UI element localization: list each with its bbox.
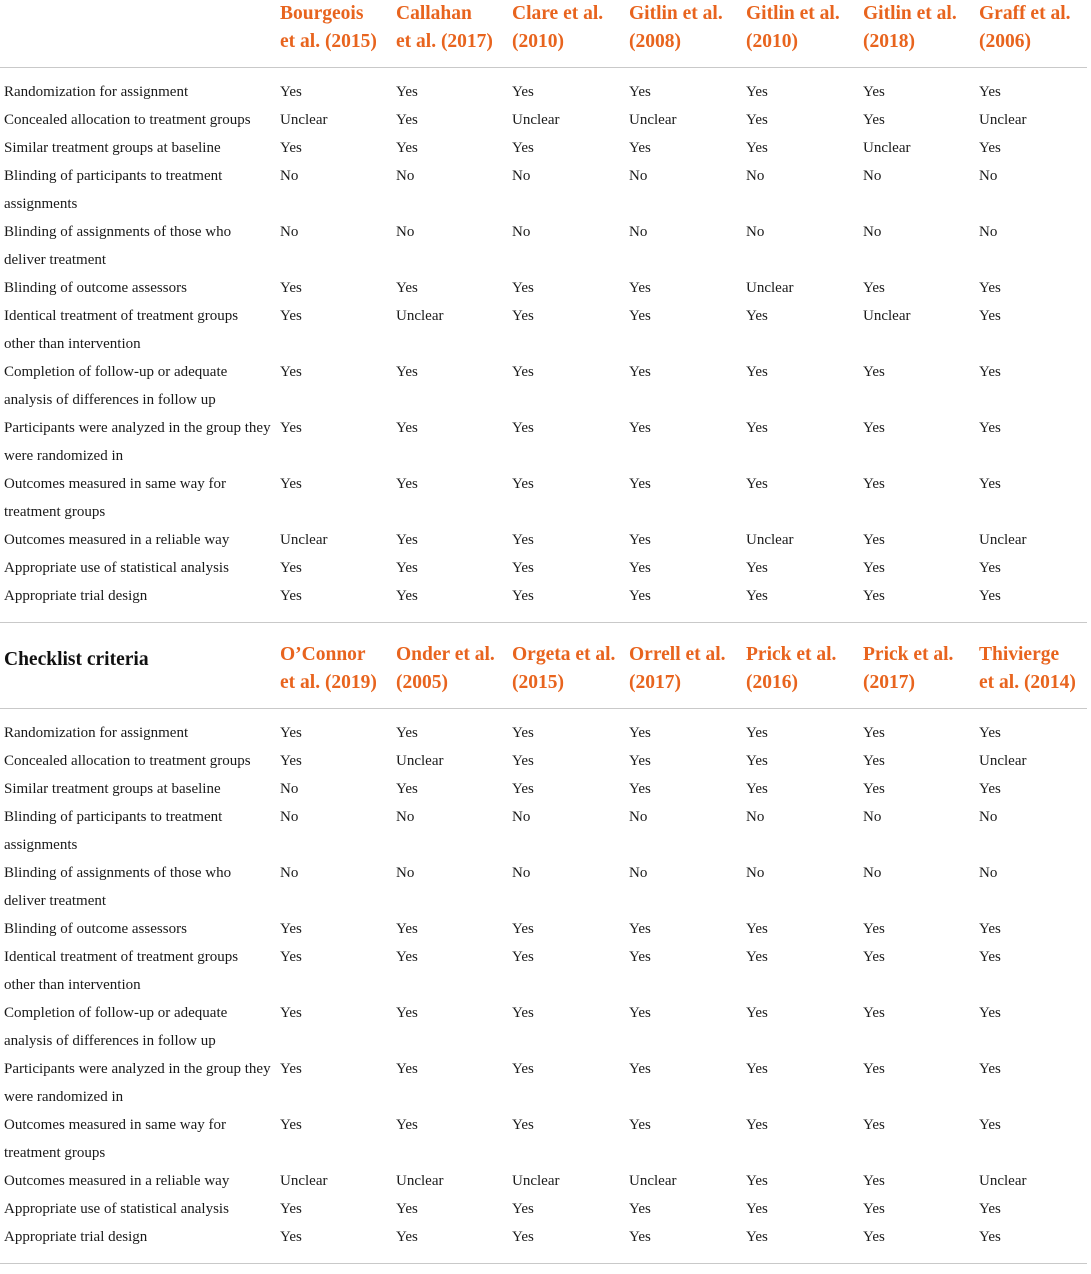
criterion-cell: Participants were analyzed in the group they were randomized in [4, 1061, 271, 1105]
rating-cell: Yes [396, 280, 418, 296]
study-column-header-line: Gitlin et al. [629, 3, 723, 24]
rating-cell: Yes [863, 949, 885, 965]
rating-cell: No [979, 168, 998, 184]
rating-cell: Yes [863, 364, 885, 380]
rating-cell: Yes [512, 476, 534, 492]
rating-cell: Yes [979, 140, 1001, 156]
rating-cell: Yes [863, 921, 885, 937]
rating-cell: Yes [863, 725, 885, 741]
rating-cell: Yes [396, 364, 418, 380]
rating-cell: Yes [280, 560, 302, 576]
criterion-cell: Blinding of outcome assessors [4, 280, 187, 296]
rating-cell: Yes [512, 364, 534, 380]
rating-cell: No [863, 865, 882, 881]
rating-cell: Yes [863, 1201, 885, 1217]
rating-cell: No [396, 224, 415, 240]
table-header-row [0, 0, 1091, 64]
rating-cell: No [863, 809, 882, 825]
table-row [0, 526, 1091, 554]
table-row [0, 915, 1091, 943]
rating-cell: Yes [746, 725, 768, 741]
rating-cell: Yes [746, 140, 768, 156]
rating-cell: Yes [280, 753, 302, 769]
rating-cell: Yes [746, 308, 768, 324]
study-column-header [979, 0, 1071, 56]
study-column-header [863, 641, 953, 697]
rating-cell: No [979, 809, 998, 825]
rating-cell: Yes [863, 1229, 885, 1245]
study-column-header-line: Prick et al. [746, 644, 837, 665]
rating-cell: No [280, 168, 299, 184]
rating-cell: No [280, 809, 299, 825]
rating-cell: No [396, 865, 415, 881]
rating-cell: Yes [629, 949, 651, 965]
criterion-cell: Randomization for assignment [4, 84, 189, 100]
rating-cell: No [512, 168, 531, 184]
rating-cell: Yes [979, 1117, 1001, 1133]
rating-cell: Yes [746, 753, 768, 769]
table-row [0, 414, 1091, 470]
rating-cell: Unclear [396, 308, 444, 324]
rating-cell: No [512, 809, 531, 825]
table-row [0, 218, 1091, 274]
rating-cell: Yes [863, 532, 885, 548]
rating-cell: Unclear [863, 308, 911, 324]
rating-cell: Yes [629, 1005, 651, 1021]
rating-cell: Yes [396, 560, 418, 576]
rating-cell: Yes [396, 1061, 418, 1077]
rating-cell: Yes [629, 532, 651, 548]
rating-cell: No [512, 865, 531, 881]
study-column-header-line: (2008) [629, 31, 681, 52]
criterion-cell: Blinding of participants to treatment assignments [4, 809, 223, 853]
rating-cell: Yes [746, 949, 768, 965]
rating-cell: Yes [979, 560, 1001, 576]
rating-cell: Yes [746, 1005, 768, 1021]
criterion-cell: Appropriate trial design [4, 1229, 148, 1245]
rating-cell: Unclear [746, 280, 794, 296]
rating-cell: Yes [396, 1117, 418, 1133]
rating-cell: Yes [512, 140, 534, 156]
study-column-header [629, 641, 726, 697]
criterion-cell: Concealed allocation to treatment groups [4, 112, 251, 128]
rating-cell: Yes [396, 532, 418, 548]
rating-cell: No [396, 168, 415, 184]
study-column-header [512, 0, 603, 56]
criterion-cell: Completion of follow-up or adequate analysis of differences in follow up [4, 364, 228, 408]
criterion-cell: Outcomes measured in same way for treatment groups [4, 476, 227, 520]
criterion-cell: Participants were analyzed in the group they were randomized in [4, 420, 271, 464]
study-column-header-line: et al. (2015) [280, 31, 377, 52]
rating-cell: Yes [280, 84, 302, 100]
study-column-header-line: Callahan [396, 3, 472, 24]
rating-cell: Yes [979, 588, 1001, 604]
study-column-header-line: (2010) [512, 31, 564, 52]
rating-cell: Unclear [979, 532, 1027, 548]
rating-cell: Yes [280, 1061, 302, 1077]
rating-cell: Yes [512, 1117, 534, 1133]
rating-cell: Yes [979, 364, 1001, 380]
rating-cell: Yes [863, 280, 885, 296]
rating-cell: Unclear [979, 753, 1027, 769]
rating-cell: Unclear [396, 1173, 444, 1189]
table-header-row [0, 641, 1091, 705]
study-column-header-line: Prick et al. [863, 644, 954, 665]
study-column-header [746, 641, 836, 697]
rating-cell: Yes [746, 84, 768, 100]
header-rule [0, 708, 1087, 709]
study-column-header-line: (2017) [863, 672, 915, 693]
table-row [0, 803, 1091, 859]
study-column-header [863, 0, 957, 56]
rating-cell: Yes [280, 588, 302, 604]
rating-cell: Yes [396, 84, 418, 100]
study-column-header-line: (2015) [512, 672, 564, 693]
rating-cell: Yes [863, 588, 885, 604]
rating-cell: Yes [746, 1117, 768, 1133]
rating-cell: Unclear [396, 753, 444, 769]
table-row [0, 582, 1091, 610]
study-column-header [396, 0, 493, 56]
study-column-header [280, 641, 377, 697]
rating-cell: Yes [863, 1117, 885, 1133]
criterion-cell: Similar treatment groups at baseline [4, 140, 221, 156]
study-column-header-line: Orgeta et al. [512, 644, 616, 665]
rating-cell: Yes [396, 588, 418, 604]
table-row [0, 999, 1091, 1055]
rating-cell: Yes [396, 1229, 418, 1245]
table-row [0, 1055, 1091, 1111]
rating-cell: Yes [629, 1229, 651, 1245]
rating-cell: Yes [979, 1005, 1001, 1021]
criterion-cell: Appropriate use of statistical analysis [4, 560, 229, 576]
study-column-header-line: Gitlin et al. [863, 3, 957, 24]
rating-cell: No [629, 865, 648, 881]
study-column-header-line: Bourgeois [280, 3, 364, 24]
rating-cell: Yes [396, 1005, 418, 1021]
rating-cell: Yes [512, 949, 534, 965]
rating-cell: Yes [396, 949, 418, 965]
study-column-header-line: et al. (2019) [280, 672, 377, 693]
rating-cell: Yes [629, 560, 651, 576]
table-row [0, 358, 1091, 414]
criterion-cell: Similar treatment groups at baseline [4, 781, 221, 797]
rating-cell: Yes [746, 364, 768, 380]
rating-cell: Yes [512, 1005, 534, 1021]
rating-cell: Yes [746, 420, 768, 436]
table-row [0, 470, 1091, 526]
rating-cell: Yes [280, 140, 302, 156]
rating-cell: Yes [280, 1229, 302, 1245]
rating-cell: Yes [629, 588, 651, 604]
rating-cell: Yes [396, 725, 418, 741]
rating-cell: No [280, 224, 299, 240]
criterion-cell: Outcomes measured in same way for treatment groups [4, 1117, 227, 1161]
rating-cell: No [629, 809, 648, 825]
rating-cell: Yes [396, 140, 418, 156]
table-row [0, 747, 1091, 775]
rating-cell: Yes [629, 1117, 651, 1133]
rating-cell: Yes [863, 1173, 885, 1189]
criterion-cell: Identical treatment of treatment groups other than intervention [4, 949, 239, 993]
rating-cell: Unclear [512, 112, 560, 128]
table-row [0, 162, 1091, 218]
rating-cell: Yes [396, 420, 418, 436]
rating-cell: Yes [396, 476, 418, 492]
criterion-cell: Appropriate use of statistical analysis [4, 1201, 229, 1217]
rating-cell: No [746, 865, 765, 881]
rating-cell: Yes [396, 112, 418, 128]
rating-cell: Yes [746, 1229, 768, 1245]
table-row [0, 1111, 1091, 1167]
study-column-header-line: et al. (2017) [396, 31, 493, 52]
study-column-header-line: Gitlin et al. [746, 3, 840, 24]
rating-cell: Yes [280, 949, 302, 965]
criteria-column-header: Checklist criteria [4, 649, 149, 670]
table-row [0, 719, 1091, 747]
rating-cell: Yes [280, 280, 302, 296]
rating-cell: Yes [979, 308, 1001, 324]
rating-cell: Yes [863, 84, 885, 100]
rating-cell: No [280, 781, 299, 797]
rating-cell: Yes [979, 476, 1001, 492]
criterion-cell: Randomization for assignment [4, 725, 189, 741]
rating-cell: Yes [979, 781, 1001, 797]
rating-cell: Yes [979, 420, 1001, 436]
rating-cell: Yes [512, 280, 534, 296]
rating-cell: No [979, 224, 998, 240]
rating-cell: No [746, 809, 765, 825]
study-column-header [746, 0, 840, 56]
rating-cell: Yes [512, 1229, 534, 1245]
rating-cell: Unclear [979, 112, 1027, 128]
rating-cell: Yes [979, 1229, 1001, 1245]
rating-cell: Yes [396, 921, 418, 937]
rating-cell: Yes [512, 1061, 534, 1077]
rating-cell: Yes [280, 1005, 302, 1021]
study-column-header [512, 641, 615, 697]
table-row [0, 134, 1091, 162]
table-row [0, 274, 1091, 302]
rating-cell: No [979, 865, 998, 881]
study-column-header-line: (2006) [979, 31, 1031, 52]
rating-cell: Yes [280, 476, 302, 492]
rating-cell: Yes [979, 1061, 1001, 1077]
rating-cell: No [396, 809, 415, 825]
rating-cell: Yes [863, 112, 885, 128]
rating-cell: Unclear [979, 1173, 1027, 1189]
rating-cell: Yes [280, 364, 302, 380]
rating-cell: No [629, 224, 648, 240]
rating-cell: Yes [280, 308, 302, 324]
rating-cell: Yes [863, 1061, 885, 1077]
study-column-header [629, 0, 723, 56]
study-column-header-line: (2018) [863, 31, 915, 52]
criterion-cell: Outcomes measured in a reliable way [4, 532, 230, 548]
rating-cell: Yes [512, 781, 534, 797]
rating-cell: Unclear [512, 1173, 560, 1189]
rating-cell: Yes [280, 420, 302, 436]
criterion-cell: Identical treatment of treatment groups other than intervention [4, 308, 239, 352]
rating-cell: Yes [280, 1117, 302, 1133]
rating-cell: Yes [512, 420, 534, 436]
rating-cell: Yes [512, 725, 534, 741]
study-column-header-line: et al. (2014) [979, 672, 1076, 693]
rating-cell: Yes [863, 476, 885, 492]
rating-cell: Yes [746, 112, 768, 128]
table-row [0, 554, 1091, 582]
rating-cell: Yes [512, 1201, 534, 1217]
criterion-cell: Appropriate trial design [4, 588, 148, 604]
rating-cell: Yes [979, 949, 1001, 965]
criterion-cell: Blinding of assignments of those who deliver treatment [4, 865, 232, 909]
criterion-cell: Completion of follow-up or adequate analysis of differences in follow up [4, 1005, 228, 1049]
rating-cell: Yes [512, 921, 534, 937]
criterion-cell: Blinding of assignments of those who deliver treatment [4, 224, 232, 268]
rating-cell: No [746, 168, 765, 184]
rating-cell: Yes [512, 308, 534, 324]
rating-cell: Yes [280, 1201, 302, 1217]
rating-cell: Yes [629, 364, 651, 380]
rating-cell: Yes [629, 476, 651, 492]
rating-cell: Yes [746, 588, 768, 604]
rating-cell: No [512, 224, 531, 240]
rating-cell: Yes [512, 753, 534, 769]
rating-cell: Yes [863, 753, 885, 769]
study-column-header-line: (2017) [629, 672, 681, 693]
rating-cell: Yes [512, 560, 534, 576]
rating-cell: Yes [629, 140, 651, 156]
table-row [0, 1167, 1091, 1195]
table-row [0, 106, 1091, 134]
rating-cell: Yes [629, 921, 651, 937]
table-row [0, 1223, 1091, 1251]
study-column-header-line: (2010) [746, 31, 798, 52]
panel-end-rule [0, 1263, 1087, 1264]
table-row [0, 775, 1091, 803]
rating-cell: Unclear [629, 112, 677, 128]
rating-cell: Unclear [280, 1173, 328, 1189]
rating-cell: Unclear [863, 140, 911, 156]
table-row [0, 1195, 1091, 1223]
study-column-header-line: Onder et al. [396, 644, 495, 665]
header-rule [0, 67, 1087, 68]
table-row [0, 943, 1091, 999]
rating-cell: No [863, 224, 882, 240]
rating-cell: Yes [512, 588, 534, 604]
study-column-header-line: Thivierge [979, 644, 1060, 665]
rating-cell: Yes [396, 781, 418, 797]
rating-cell: Yes [979, 725, 1001, 741]
rating-cell: Yes [629, 725, 651, 741]
rating-cell: No [280, 865, 299, 881]
rating-cell: Yes [979, 1201, 1001, 1217]
criterion-cell: Blinding of outcome assessors [4, 921, 187, 937]
rating-cell: Yes [629, 308, 651, 324]
study-column-header-line: Graff et al. [979, 3, 1071, 24]
rating-cell: Yes [746, 560, 768, 576]
study-column-header [979, 641, 1076, 697]
rating-cell: Unclear [280, 532, 328, 548]
rating-cell: Yes [979, 280, 1001, 296]
rating-cell: No [629, 168, 648, 184]
rating-cell: Yes [979, 921, 1001, 937]
study-column-header [396, 641, 495, 697]
rating-cell: Yes [746, 1201, 768, 1217]
rating-cell: Yes [746, 1173, 768, 1189]
rating-cell: Yes [396, 1201, 418, 1217]
criterion-cell: Concealed allocation to treatment groups [4, 753, 251, 769]
rating-cell: Yes [863, 1005, 885, 1021]
rating-cell: Yes [629, 1061, 651, 1077]
rating-cell: Yes [746, 1061, 768, 1077]
rating-cell: Unclear [746, 532, 794, 548]
rating-cell: Yes [746, 921, 768, 937]
rating-cell: No [863, 168, 882, 184]
panel-end-rule [0, 622, 1087, 623]
criterion-cell: Outcomes measured in a reliable way [4, 1173, 230, 1189]
table-row [0, 859, 1091, 915]
study-column-header-line: (2016) [746, 672, 798, 693]
study-column-header-line: Clare et al. [512, 3, 604, 24]
rating-cell: Yes [746, 781, 768, 797]
rating-cell: Unclear [280, 112, 328, 128]
rating-cell: Yes [979, 84, 1001, 100]
rating-cell: Yes [280, 725, 302, 741]
rating-cell: Yes [629, 420, 651, 436]
rating-cell: Yes [863, 420, 885, 436]
rating-cell: Yes [280, 921, 302, 937]
rating-cell: Yes [629, 280, 651, 296]
rating-cell: Yes [629, 1201, 651, 1217]
rating-cell: Yes [629, 84, 651, 100]
rating-cell: Yes [512, 532, 534, 548]
rating-cell: Yes [512, 84, 534, 100]
rating-cell: Yes [746, 476, 768, 492]
study-column-header [280, 0, 377, 56]
criterion-cell: Blinding of participants to treatment assignments [4, 168, 223, 212]
study-column-header-line: Orrell et al. [629, 644, 726, 665]
rating-cell: Yes [863, 560, 885, 576]
rating-cell: No [746, 224, 765, 240]
rating-cell: Yes [629, 781, 651, 797]
study-column-header-line: (2005) [396, 672, 448, 693]
rating-cell: Yes [863, 781, 885, 797]
study-column-header-line: O’Connor [280, 644, 366, 665]
table-row [0, 302, 1091, 358]
rating-cell: Yes [629, 753, 651, 769]
table-row [0, 78, 1091, 106]
rating-cell: Unclear [629, 1173, 677, 1189]
